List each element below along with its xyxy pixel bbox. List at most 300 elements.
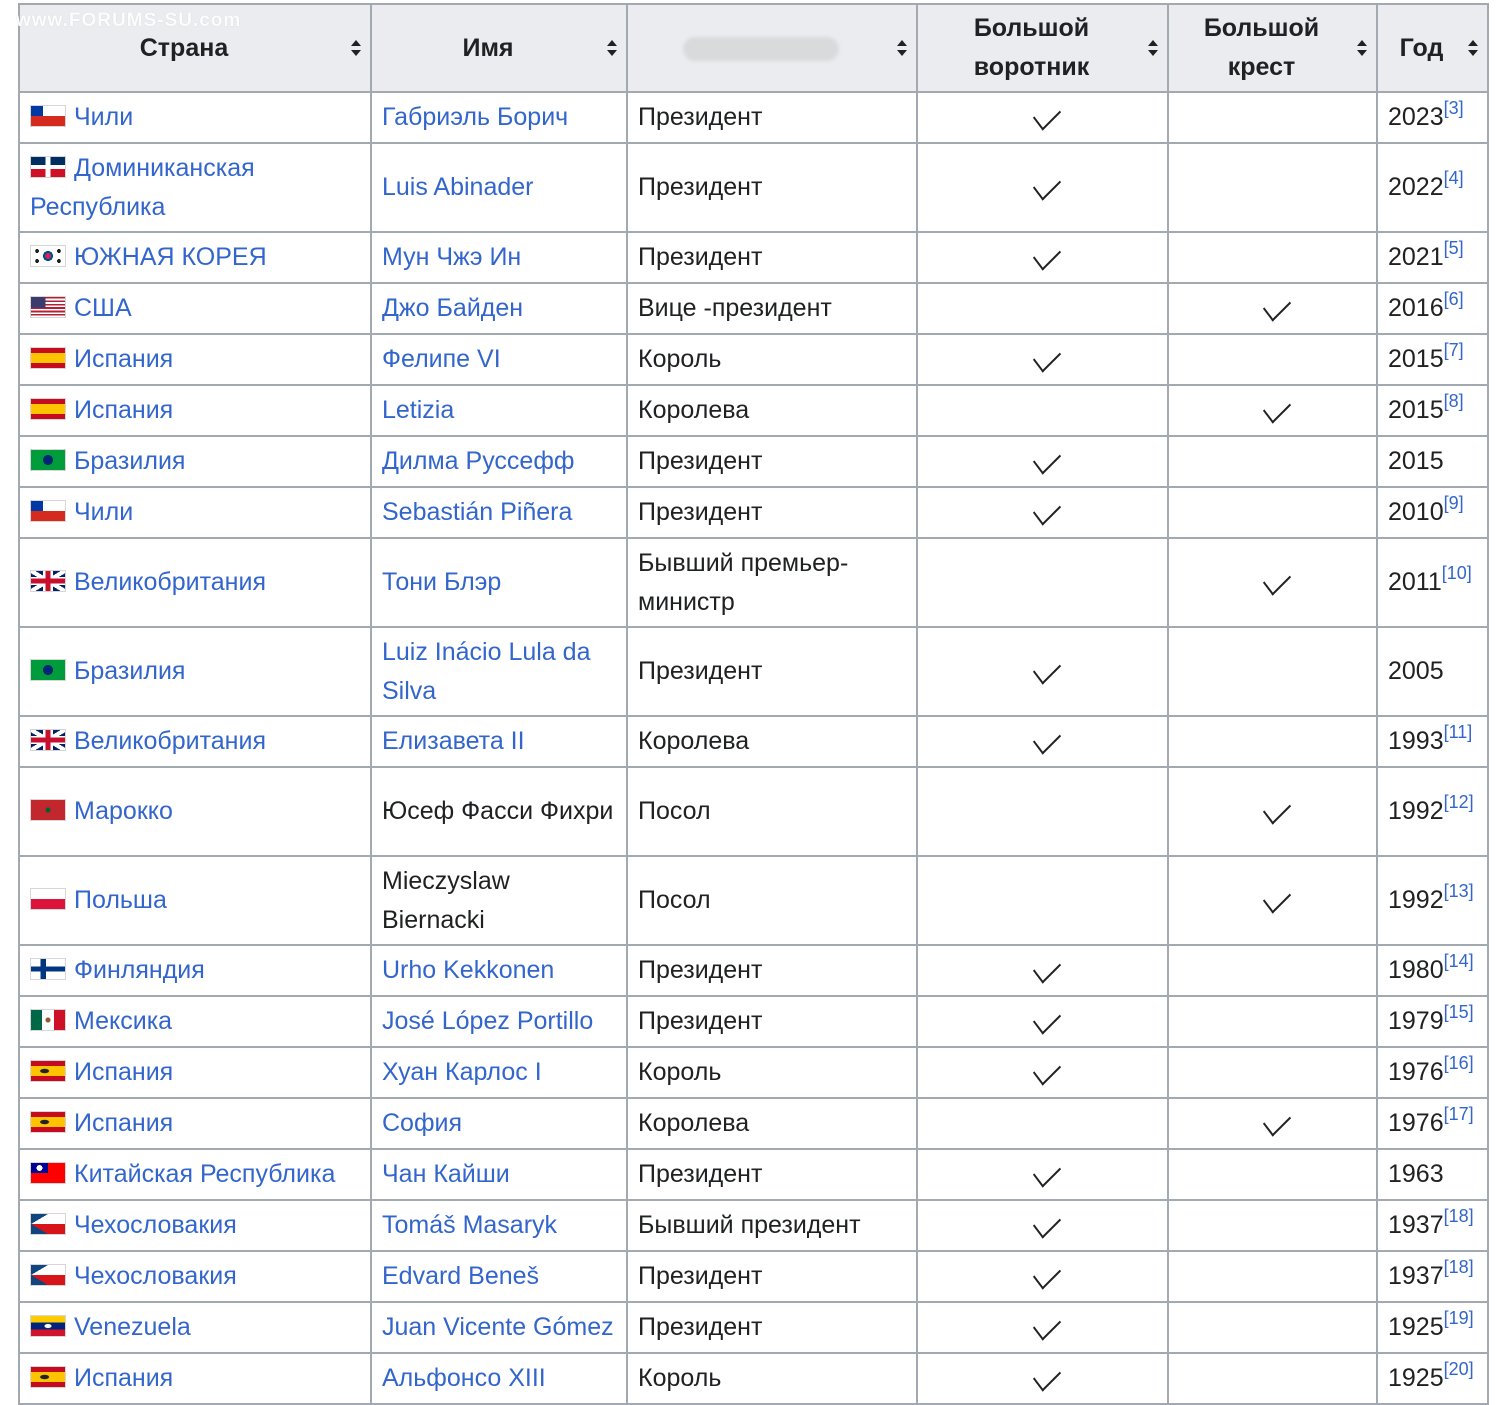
title-cell: Король	[627, 1047, 917, 1098]
flag-icon	[30, 1315, 66, 1337]
person-name: Юсеф Фасси Фихри	[382, 797, 614, 825]
grand-collar-cell	[917, 945, 1168, 996]
year-cell	[1377, 1200, 1488, 1251]
table-row	[19, 1251, 1488, 1302]
person-link[interactable]: José López Portillo	[382, 1007, 594, 1035]
table-row	[19, 283, 1488, 334]
column-header-label: крест	[1227, 53, 1296, 81]
flag-icon	[30, 958, 66, 980]
check-icon	[1262, 392, 1290, 423]
title-cell: Вице -президент	[627, 283, 917, 334]
grand-collar-cell	[917, 716, 1168, 767]
flag-icon	[30, 156, 66, 178]
grand-collar-cell	[917, 1047, 1168, 1098]
person-link[interactable]: Дилма Руссефф	[382, 447, 575, 475]
country-cell	[19, 487, 371, 538]
sort-icon[interactable]	[897, 40, 907, 56]
title-cell: Королева	[627, 1098, 917, 1149]
country-link[interactable]: Испания	[74, 345, 174, 373]
check-icon	[1032, 1360, 1060, 1391]
table-row	[19, 996, 1488, 1047]
year-value: 1976	[1388, 1058, 1444, 1086]
sort-icon[interactable]	[1468, 40, 1478, 56]
table-row	[19, 1353, 1488, 1404]
grand-cross-cell	[1168, 232, 1377, 283]
year-cell	[1377, 767, 1488, 856]
country-link[interactable]: Марокко	[74, 797, 173, 825]
title-cell: Король	[627, 1353, 917, 1404]
flag-icon	[30, 398, 66, 420]
flag-icon	[30, 570, 66, 592]
year-cell	[1377, 283, 1488, 334]
title-cell: Президент	[627, 996, 917, 1047]
year-cell	[1377, 92, 1488, 143]
grand-cross-cell	[1168, 1251, 1377, 1302]
column-header-label: Страна	[139, 33, 229, 62]
name-cell	[371, 92, 627, 143]
year-value: 2011	[1388, 568, 1442, 596]
check-icon	[1262, 290, 1290, 321]
reference-link[interactable]: [11]	[1443, 721, 1473, 742]
flag-icon	[30, 799, 66, 821]
name-cell	[371, 767, 627, 856]
check-icon	[1032, 169, 1060, 200]
table-row	[19, 627, 1488, 716]
year-cell	[1377, 856, 1488, 945]
country-cell	[19, 767, 371, 856]
grand-collar-cell	[917, 92, 1168, 143]
check-icon	[1032, 443, 1060, 474]
table-row	[19, 1047, 1488, 1098]
year-cell	[1377, 996, 1488, 1047]
year-value: 2015	[1388, 396, 1444, 424]
person-link[interactable]: Luiz Inácio Lula da Silva	[382, 637, 591, 705]
country-cell	[19, 945, 371, 996]
name-cell	[371, 334, 627, 385]
check-icon	[1262, 564, 1290, 595]
grand-collar-cell	[917, 1149, 1168, 1200]
grand-cross-cell	[1168, 945, 1377, 996]
check-icon	[1032, 1207, 1060, 1238]
country-link[interactable]: Бразилия	[74, 657, 186, 685]
title-cell: Бывший премьер-министр	[627, 538, 917, 627]
name-cell	[371, 283, 627, 334]
country-link[interactable]: Польша	[74, 886, 167, 914]
name-cell	[371, 1149, 627, 1200]
grand-cross-cell	[1168, 856, 1377, 945]
country-link[interactable]: Великобритания	[74, 727, 266, 755]
grand-cross-cell	[1168, 996, 1377, 1047]
name-cell	[371, 1302, 627, 1353]
column-header-label: Большой	[973, 14, 1090, 42]
table-row	[19, 538, 1488, 627]
flag-icon	[30, 500, 66, 522]
title-cell: Президент	[627, 232, 917, 283]
person-link[interactable]: Хуан Карлос I	[382, 1058, 542, 1086]
title-cell: Президент	[627, 487, 917, 538]
flag-icon	[30, 1366, 66, 1388]
grand-cross-cell	[1168, 1098, 1377, 1149]
country-cell	[19, 996, 371, 1047]
column-header-title[interactable]	[627, 4, 917, 92]
check-icon	[1032, 494, 1060, 525]
year-value: 1979	[1388, 1007, 1444, 1035]
flag-icon	[30, 1111, 66, 1133]
title-cell: Король	[627, 334, 917, 385]
table-row	[19, 945, 1488, 996]
country-cell	[19, 1200, 371, 1251]
year-cell	[1377, 945, 1488, 996]
table-row	[19, 1098, 1488, 1149]
person-link[interactable]: Фелипе VI	[382, 345, 501, 373]
grand-collar-cell	[917, 627, 1168, 716]
title-cell: Посол	[627, 856, 917, 945]
reference-link[interactable]: [15]	[1443, 1001, 1474, 1022]
column-header-name[interactable]	[371, 4, 627, 92]
grand-cross-cell	[1168, 487, 1377, 538]
grand-cross-cell	[1168, 283, 1377, 334]
check-icon	[1032, 99, 1060, 130]
country-link[interactable]: Испания	[74, 396, 174, 424]
table-row	[19, 856, 1488, 945]
name-cell	[371, 436, 627, 487]
grand-collar-cell	[917, 436, 1168, 487]
title-cell: Посол	[627, 767, 917, 856]
column-header-grand-collar[interactable]	[917, 4, 1168, 92]
grand-collar-cell	[917, 856, 1168, 945]
reference-link[interactable]: [13]	[1443, 880, 1474, 901]
country-link[interactable]: Чили	[74, 498, 134, 526]
title-cell: Королева	[627, 385, 917, 436]
year-value: 1963	[1388, 1160, 1444, 1188]
country-cell	[19, 1251, 371, 1302]
table-row	[19, 436, 1488, 487]
grand-collar-cell	[917, 232, 1168, 283]
year-value: 1925	[1388, 1364, 1444, 1392]
grand-collar-cell	[917, 1200, 1168, 1251]
reference-link[interactable]: [9]	[1443, 492, 1464, 513]
sort-icon[interactable]	[351, 40, 361, 56]
reference-link[interactable]: [14]	[1443, 950, 1474, 971]
grand-cross-cell	[1168, 767, 1377, 856]
table-row	[19, 385, 1488, 436]
awards-table	[18, 3, 1489, 1405]
name-cell	[371, 856, 627, 945]
name-cell	[371, 945, 627, 996]
name-cell	[371, 996, 627, 1047]
title-cell: Президент	[627, 627, 917, 716]
country-cell	[19, 143, 371, 232]
grand-collar-cell	[917, 1098, 1168, 1149]
flag-icon	[30, 245, 66, 267]
year-value: 2021	[1388, 243, 1444, 271]
year-value: 2023	[1388, 103, 1444, 131]
check-icon	[1032, 952, 1060, 983]
name-cell	[371, 385, 627, 436]
year-value: 1980	[1388, 956, 1444, 984]
grand-collar-cell	[917, 334, 1168, 385]
grand-cross-cell	[1168, 538, 1377, 627]
reference-link[interactable]: [4]	[1443, 167, 1464, 188]
grand-collar-cell	[917, 1251, 1168, 1302]
reference-link[interactable]: [18]	[1443, 1205, 1474, 1226]
title-cell: Королева	[627, 716, 917, 767]
table-row	[19, 767, 1488, 856]
year-cell	[1377, 716, 1488, 767]
year-cell	[1377, 334, 1488, 385]
name-cell	[371, 538, 627, 627]
country-link[interactable]: Испания	[74, 1058, 174, 1086]
year-value: 1976	[1388, 1109, 1444, 1137]
flag-icon	[30, 1060, 66, 1082]
site-watermark: www.FORUMS-SU.com	[16, 10, 242, 31]
reference-link[interactable]: [5]	[1443, 237, 1464, 258]
column-header-label: Год	[1399, 33, 1444, 62]
grand-cross-cell	[1168, 92, 1377, 143]
name-cell	[371, 627, 627, 716]
flag-icon	[30, 296, 66, 318]
table-row	[19, 1200, 1488, 1251]
name-cell	[371, 143, 627, 232]
column-header-label: воротник	[973, 53, 1090, 81]
country-link[interactable]: Доминиканская Республика	[30, 153, 255, 221]
grand-cross-cell	[1168, 1149, 1377, 1200]
check-icon	[1262, 882, 1290, 913]
person-link[interactable]: София	[382, 1109, 463, 1137]
year-cell	[1377, 1098, 1488, 1149]
country-cell	[19, 385, 371, 436]
year-cell	[1377, 1251, 1488, 1302]
flag-icon	[30, 449, 66, 471]
title-cell: Президент	[627, 945, 917, 996]
grand-collar-cell	[917, 385, 1168, 436]
country-link[interactable]: Испания	[74, 1109, 174, 1137]
flag-icon	[30, 347, 66, 369]
grand-cross-cell	[1168, 1302, 1377, 1353]
reference-link[interactable]: [18]	[1443, 1256, 1474, 1277]
grand-cross-cell	[1168, 1353, 1377, 1404]
sort-icon[interactable]	[1148, 40, 1158, 56]
person-link[interactable]: Luis Abinader	[382, 173, 534, 201]
check-icon	[1032, 653, 1060, 684]
table-row	[19, 1302, 1488, 1353]
person-link[interactable]: Елизавета II	[382, 727, 525, 755]
flag-icon	[30, 1264, 66, 1286]
country-cell	[19, 1098, 371, 1149]
title-cell: Президент	[627, 436, 917, 487]
grand-collar-cell	[917, 143, 1168, 232]
year-cell	[1377, 436, 1488, 487]
reference-link[interactable]: [20]	[1443, 1358, 1474, 1379]
country-cell	[19, 92, 371, 143]
person-link[interactable]: Мун Чжэ Ин	[382, 243, 522, 271]
country-link[interactable]: Venezuela	[74, 1313, 191, 1341]
year-value: 1937	[1388, 1262, 1444, 1290]
name-cell	[371, 1353, 627, 1404]
table-row	[19, 92, 1488, 143]
year-cell	[1377, 232, 1488, 283]
check-icon	[1032, 1054, 1060, 1085]
person-link[interactable]: Juan Vicente Gómez	[382, 1313, 614, 1341]
country-cell	[19, 1047, 371, 1098]
country-cell	[19, 627, 371, 716]
year-cell	[1377, 1149, 1488, 1200]
year-value: 1925	[1388, 1313, 1444, 1341]
grand-collar-cell	[917, 283, 1168, 334]
check-icon	[1032, 341, 1060, 372]
name-cell	[371, 1251, 627, 1302]
grand-cross-cell	[1168, 627, 1377, 716]
check-icon	[1032, 1258, 1060, 1289]
table-row	[19, 143, 1488, 232]
country-link[interactable]: США	[74, 294, 132, 322]
year-value: 2015	[1388, 447, 1444, 475]
country-cell	[19, 334, 371, 385]
year-value: 2022	[1388, 173, 1444, 201]
country-link[interactable]: Испания	[74, 1364, 174, 1392]
country-cell	[19, 538, 371, 627]
name-cell	[371, 1047, 627, 1098]
reference-link[interactable]: [7]	[1443, 339, 1464, 360]
grand-cross-cell	[1168, 716, 1377, 767]
grand-collar-cell	[917, 1302, 1168, 1353]
year-cell	[1377, 143, 1488, 232]
person-link[interactable]: Letizia	[382, 396, 455, 424]
flag-icon	[30, 1162, 66, 1184]
country-link[interactable]: Китайская Республика	[74, 1160, 336, 1188]
sort-icon[interactable]	[1357, 40, 1367, 56]
person-link[interactable]: Джо Байден	[382, 294, 524, 322]
sort-icon[interactable]	[607, 40, 617, 56]
check-icon	[1262, 1105, 1290, 1136]
person-name: Mieczyslaw Biernacki	[382, 866, 510, 934]
year-value: 1993	[1388, 727, 1444, 755]
reference-link[interactable]: [3]	[1443, 97, 1464, 118]
name-cell	[371, 487, 627, 538]
reference-link[interactable]: [16]	[1443, 1052, 1474, 1073]
check-icon	[1032, 1003, 1060, 1034]
country-cell	[19, 716, 371, 767]
redacted-header-label	[683, 37, 839, 61]
person-link[interactable]: Edvard Beneš	[382, 1262, 540, 1290]
column-header-grand-cross[interactable]	[1168, 4, 1377, 92]
flag-icon	[30, 105, 66, 127]
grand-collar-cell	[917, 538, 1168, 627]
grand-cross-cell	[1168, 385, 1377, 436]
year-value: 2005	[1388, 657, 1444, 685]
column-header-label: Большой	[1203, 14, 1320, 42]
name-cell	[371, 1098, 627, 1149]
person-link[interactable]: Габриэль Борич	[382, 103, 569, 131]
title-cell: Президент	[627, 1251, 917, 1302]
year-cell	[1377, 385, 1488, 436]
country-cell	[19, 232, 371, 283]
year-cell	[1377, 627, 1488, 716]
year-value: 1992	[1388, 886, 1444, 914]
reference-link[interactable]: [19]	[1443, 1307, 1474, 1328]
year-cell	[1377, 1047, 1488, 1098]
flag-icon	[30, 1009, 66, 1031]
year-value: 2016	[1388, 294, 1444, 322]
table-row	[19, 232, 1488, 283]
year-value: 1992	[1388, 797, 1444, 825]
flag-icon	[30, 1213, 66, 1235]
title-cell: Президент	[627, 92, 917, 143]
title-cell: Президент	[627, 1302, 917, 1353]
country-cell	[19, 856, 371, 945]
column-header-label: Имя	[462, 33, 514, 62]
check-icon	[1262, 793, 1290, 824]
year-cell	[1377, 1302, 1488, 1353]
year-value: 2010	[1388, 498, 1444, 526]
country-link[interactable]: Чехословакия	[74, 1211, 237, 1239]
country-cell	[19, 1353, 371, 1404]
person-link[interactable]: Tomáš Masaryk	[382, 1211, 558, 1239]
grand-collar-cell	[917, 996, 1168, 1047]
person-link[interactable]: Sebastián Piñera	[382, 498, 573, 526]
country-link[interactable]: Великобритания	[74, 568, 266, 596]
reference-link[interactable]: [10]	[1441, 562, 1472, 583]
person-link[interactable]: Urho Kekkonen	[382, 956, 555, 984]
reference-link[interactable]: [12]	[1443, 791, 1474, 812]
title-cell: Президент	[627, 1149, 917, 1200]
reference-link[interactable]: [8]	[1443, 390, 1464, 411]
person-link[interactable]: Альфонсо XIII	[382, 1364, 546, 1392]
table-row	[19, 1149, 1488, 1200]
table-row	[19, 716, 1488, 767]
grand-cross-cell	[1168, 1200, 1377, 1251]
flag-icon	[30, 888, 66, 910]
country-cell	[19, 436, 371, 487]
flag-icon	[30, 729, 66, 751]
name-cell	[371, 1200, 627, 1251]
country-cell	[19, 283, 371, 334]
year-value: 1937	[1388, 1211, 1444, 1239]
grand-cross-cell	[1168, 143, 1377, 232]
check-icon	[1032, 723, 1060, 754]
check-icon	[1032, 239, 1060, 270]
check-icon	[1032, 1309, 1060, 1340]
year-cell	[1377, 1353, 1488, 1404]
name-cell	[371, 716, 627, 767]
title-cell: Бывший президент	[627, 1200, 917, 1251]
reference-link[interactable]: [6]	[1443, 288, 1464, 309]
year-cell	[1377, 487, 1488, 538]
year-cell	[1377, 538, 1488, 627]
table-row	[19, 334, 1488, 385]
country-link[interactable]: Чили	[74, 103, 134, 131]
grand-cross-cell	[1168, 1047, 1377, 1098]
country-cell	[19, 1302, 371, 1353]
check-icon	[1032, 1156, 1060, 1187]
column-header-year[interactable]	[1377, 4, 1488, 92]
title-cell: Президент	[627, 143, 917, 232]
year-value: 2015	[1388, 345, 1444, 373]
grand-cross-cell	[1168, 436, 1377, 487]
table-row	[19, 487, 1488, 538]
country-link[interactable]: Мексика	[74, 1007, 173, 1035]
country-link[interactable]: Финляндия	[74, 956, 205, 984]
flag-icon	[30, 659, 66, 681]
country-link[interactable]: Бразилия	[74, 447, 186, 475]
country-link[interactable]: Чехословакия	[74, 1262, 237, 1290]
person-link[interactable]: Тони Блэр	[382, 568, 502, 596]
grand-cross-cell	[1168, 334, 1377, 385]
person-link[interactable]: Чан Кайши	[382, 1160, 510, 1188]
reference-link[interactable]: [17]	[1443, 1103, 1474, 1124]
grand-collar-cell	[917, 767, 1168, 856]
country-link[interactable]: ЮЖНАЯ КОРЕЯ	[74, 243, 267, 271]
